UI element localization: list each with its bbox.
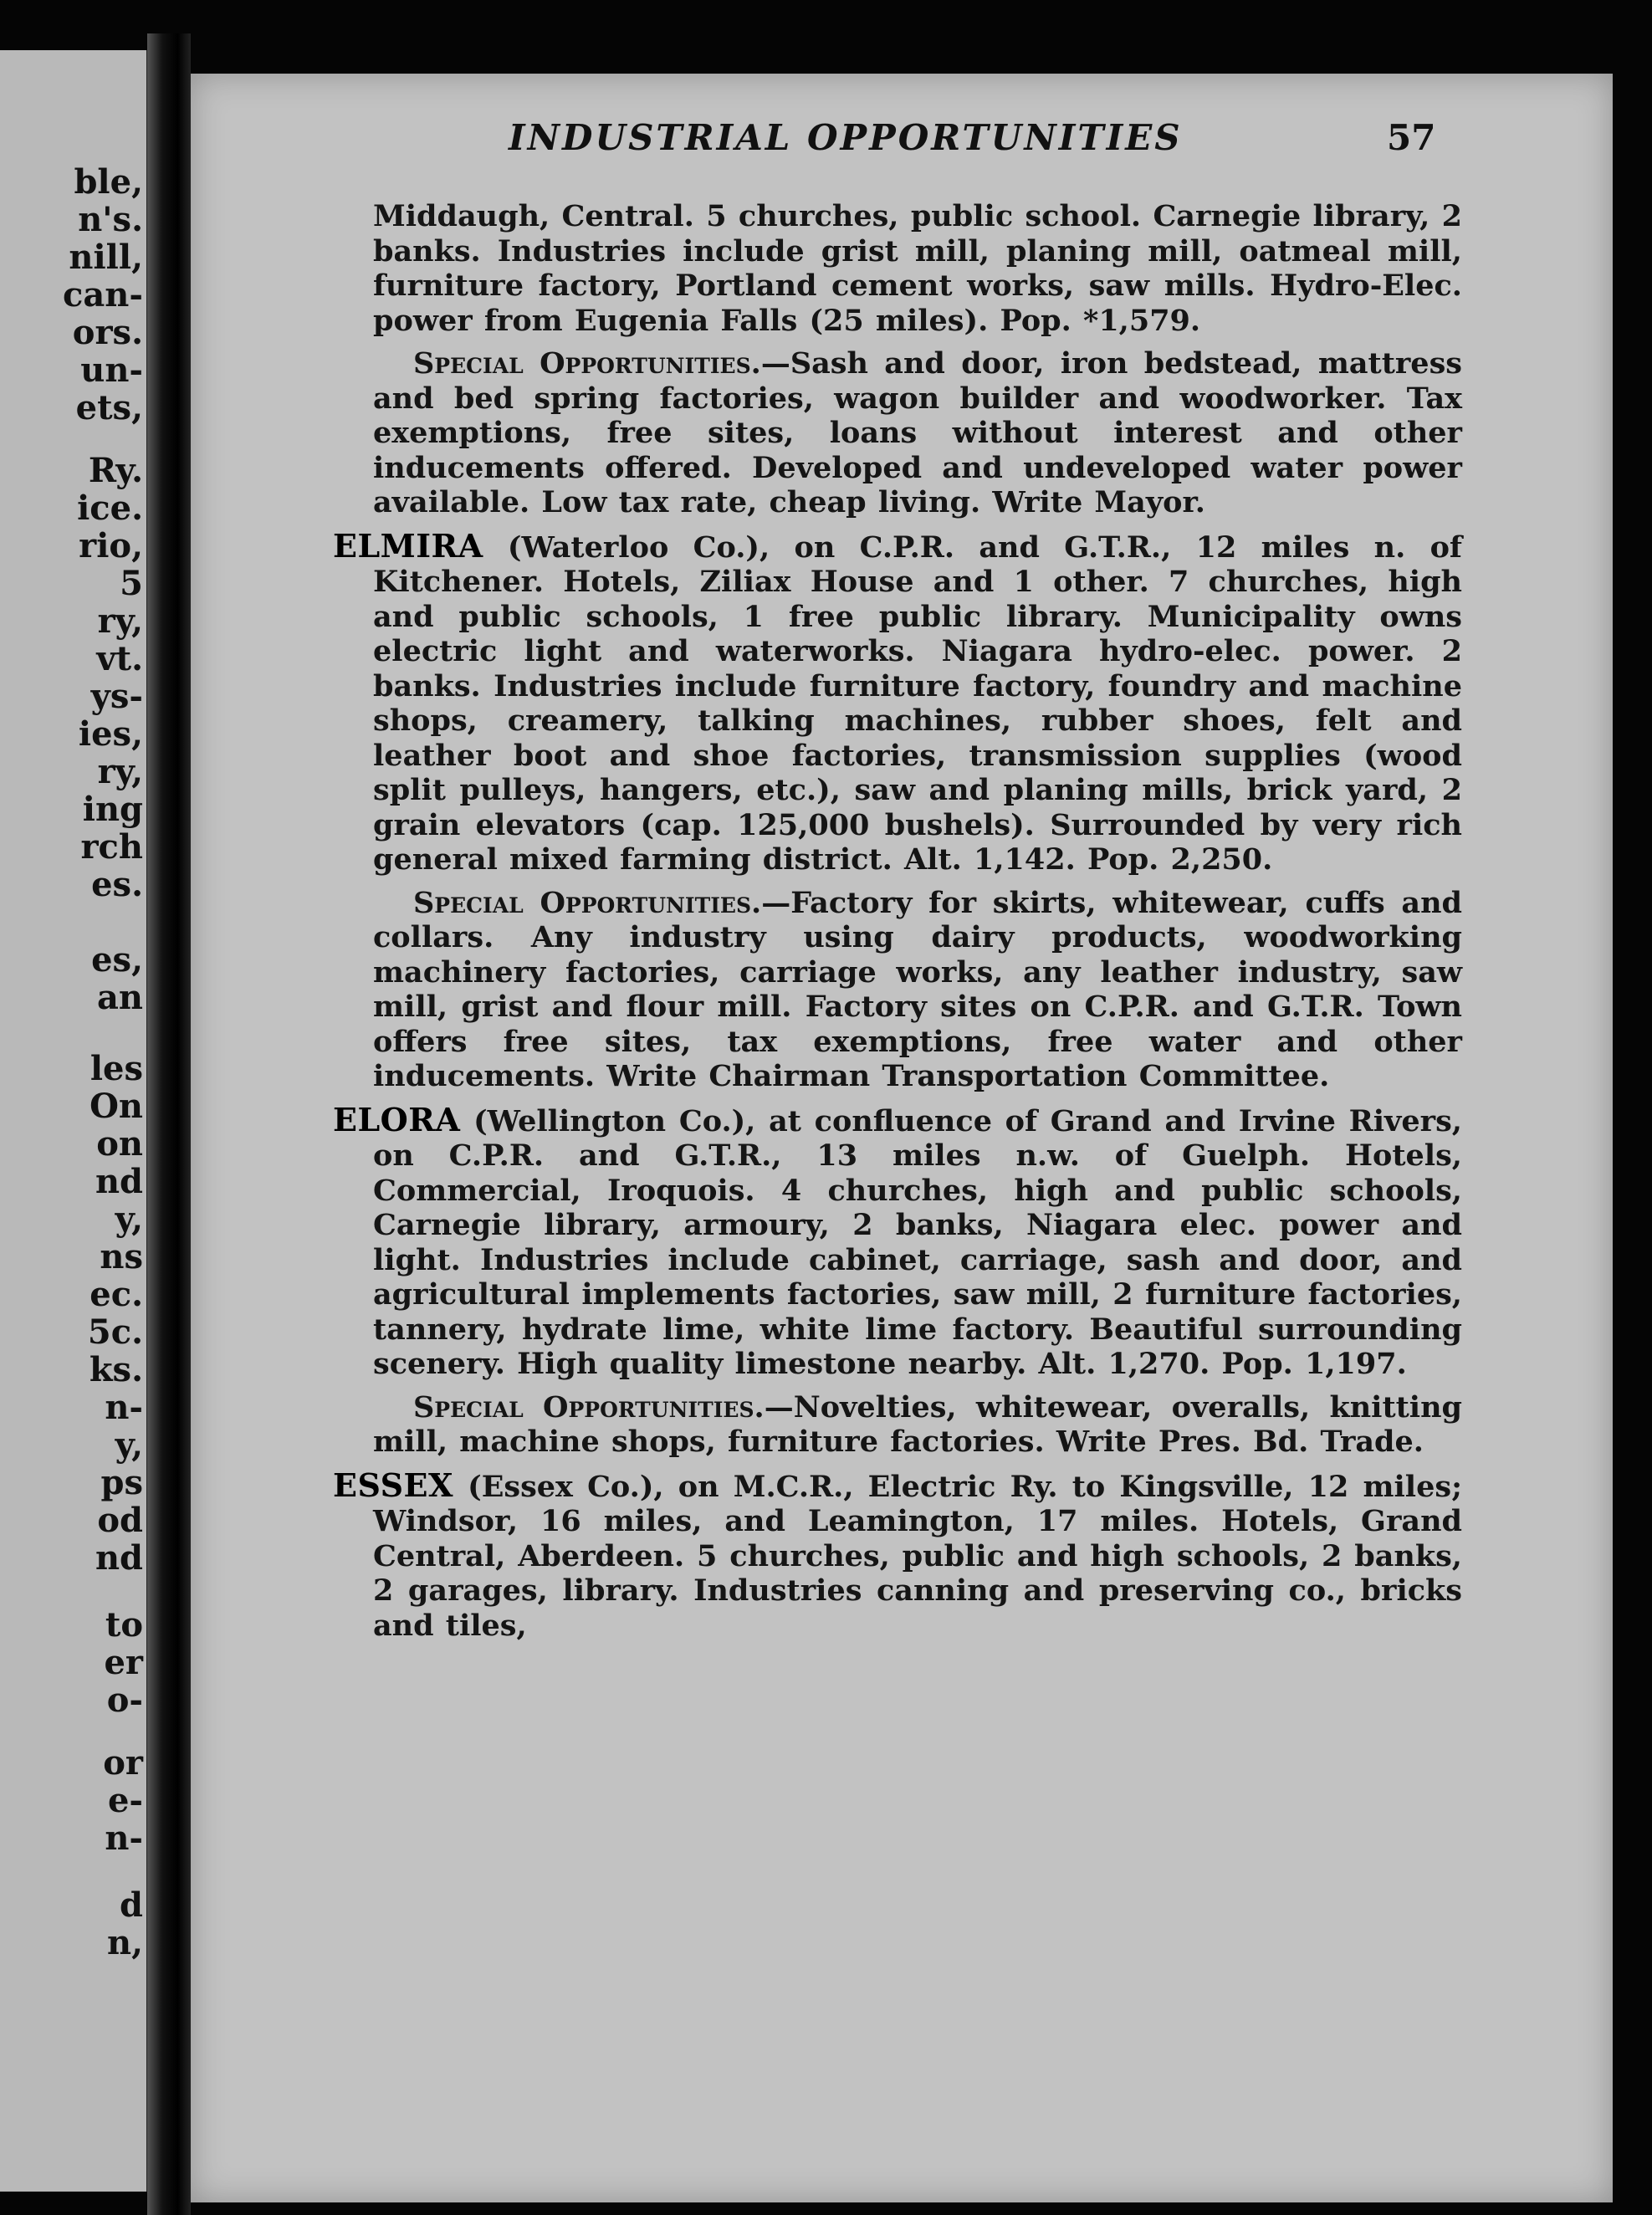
left-page-line-fragment: es. bbox=[91, 865, 143, 904]
left-page-line-fragment: ing bbox=[82, 790, 143, 829]
left-page-line-fragment: vt. bbox=[96, 639, 143, 678]
paragraph-text: —Factory for skirts, whitewear, cuffs and collars. Any industry using dairy products, woodworking machinery factories, carriage works, any leather industry, saw mill, grist and flour mill. Factory sites on C.P.R. and G.T.R. Town offers free sites, tax exemptions, free water and other inducements. Write Chairman Transportation Committee. bbox=[373, 885, 1462, 1093]
town-name: ELMIRA bbox=[333, 526, 483, 565]
left-page-line-fragment: 5c. bbox=[87, 1312, 143, 1352]
left-page-line-fragment: n- bbox=[105, 1819, 143, 1858]
left-page-line-fragment: on bbox=[96, 1124, 143, 1164]
book-page bbox=[191, 74, 1613, 2202]
town-name: ELORA bbox=[333, 1100, 461, 1138]
left-page-line-fragment: to bbox=[105, 1605, 143, 1645]
paragraph-text: —Sash and door, iron bedstead, mattress and bed spring factories, wagon builder and woodworker. Tax exemptions, free sites, loans without interest and other inducements offered. Developed and undeveloped water power available. Low tax rate, cheap living. Write Mayor. bbox=[373, 346, 1462, 519]
left-page-line-fragment: n's. bbox=[78, 200, 143, 239]
left-page-line-fragment: 5 bbox=[120, 564, 143, 603]
town-entry-elora bbox=[333, 1100, 1462, 1382]
special-label: Special Opportunities. bbox=[413, 1389, 765, 1425]
left-page-line-fragment: er bbox=[104, 1643, 143, 1682]
town-entry-essex bbox=[333, 1466, 1462, 1644]
left-page-line-fragment: ors. bbox=[72, 313, 143, 352]
left-page-line-fragment: ble, bbox=[74, 162, 143, 202]
left-page-line-fragment: nd bbox=[95, 1538, 143, 1578]
left-page-line-fragment: y, bbox=[115, 1425, 143, 1465]
left-page-line-fragment: o- bbox=[106, 1680, 143, 1720]
left-page-line-fragment: ry, bbox=[97, 601, 143, 641]
special-opportunities-paragraph bbox=[373, 1390, 1462, 1460]
left-page-line-fragment: ry, bbox=[97, 752, 143, 791]
paragraph-text: —Novelties, whitewear, overalls, knitting mill, machine shops, furniture factories. Write Pres. Bd. Trade. bbox=[373, 1389, 1462, 1459]
left-page-line-fragment: e- bbox=[107, 1781, 143, 1820]
left-page-line-fragment: or bbox=[103, 1743, 143, 1783]
left-page-line-fragment: ns bbox=[100, 1237, 143, 1276]
left-page-line-fragment: rio, bbox=[79, 526, 143, 565]
left-page-fragment bbox=[0, 50, 149, 2192]
paragraph-text: (Essex Co.), on M.C.R., Electric Ry. to Kingsville, 12 miles; Windsor, 16 miles, and Leamington, 17 miles. Hotels, Grand Central, Aberdeen. 5 churches, public and high schools, 2 banks, 2 garages, library. Industries canning and preserving co., bricks and tiles, bbox=[373, 1469, 1462, 1643]
paragraph-text: Middaugh, Central. 5 churches, public school. Carnegie library, 2 banks. Industries include grist mill, planing mill, oatmeal mill, furniture factory, Portland cement works, saw mills. Hydro-Elec. power from Eugenia Falls (25 miles). Pop. *1,579. bbox=[373, 199, 1462, 338]
town-name: ESSEX bbox=[333, 1466, 453, 1504]
body-text bbox=[333, 199, 1462, 1651]
special-label: Special Opportunities. bbox=[413, 346, 761, 381]
left-page-line-fragment: n- bbox=[105, 1388, 143, 1427]
special-opportunities-paragraph bbox=[373, 886, 1462, 1094]
left-page-line-fragment: nill, bbox=[69, 238, 143, 277]
page-header bbox=[191, 117, 1613, 167]
left-page-line-fragment: ice. bbox=[77, 489, 143, 528]
running-head: INDUSTRIAL OPPORTUNITIES bbox=[509, 117, 1183, 158]
left-page-line-fragment: ies, bbox=[78, 714, 143, 754]
left-page-line-fragment: y, bbox=[115, 1200, 143, 1239]
left-page-line-fragment: ets, bbox=[75, 388, 143, 427]
left-page-line-fragment: un- bbox=[80, 350, 143, 390]
left-page-line-fragment: Ry. bbox=[88, 451, 143, 490]
left-page-line-fragment: can- bbox=[63, 275, 143, 315]
special-opportunities-paragraph bbox=[373, 346, 1462, 520]
left-page-line-fragment: ec. bbox=[90, 1275, 143, 1314]
left-page-line-fragment: es, bbox=[91, 940, 143, 980]
special-label: Special Opportunities. bbox=[413, 885, 762, 920]
book-gutter bbox=[147, 33, 191, 2215]
paragraph-text: (Waterloo Co.), on C.P.R. and G.T.R., 12 miles n. of Kitchener. Hotels, Ziliax House and 1 other. 7 churches, high and public schools, 1 free public library. Municipality owns electric light and waterworks. Niagara hydro-elec. power. 2 banks. Industries include furniture factory, foundry and machine shops, creamery, talking machines, rubber shoes, felt and leather boot and shoe factories, transmission supplies (wood split pulleys, hangers, etc.), saw and planing mills, brick yard, 2 grain elevators (cap. 125,000 bushels). Surrounded by very rich general mixed farming district. Alt. 1,142. Pop. 2,250. bbox=[373, 529, 1462, 877]
left-page-line-fragment: od bbox=[97, 1501, 143, 1540]
left-page-line-fragment: nd bbox=[95, 1162, 143, 1201]
left-page-line-fragment: ks. bbox=[89, 1350, 143, 1389]
continuation-paragraph bbox=[373, 199, 1462, 338]
left-page-line-fragment: ps bbox=[100, 1463, 143, 1502]
left-page-line-fragment: d bbox=[120, 1885, 143, 1925]
left-page-line-fragment: On bbox=[90, 1087, 143, 1126]
left-page-line-fragment: an bbox=[97, 978, 143, 1017]
left-page-line-fragment: ys- bbox=[90, 677, 143, 716]
paragraph-text: (Wellington Co.), at confluence of Grand and Irvine Rivers, on C.P.R. and G.T.R., 13 miles n.w. of Guelph. Hotels, Commercial, Iroquois. 4 churches, high and public schools, Carnegie library, armoury, 2 banks, Niagara elec. power and light. Industries include cabinet, carriage, sash and door, and agricultural implements factories, saw mill, 2 furniture factories, tannery, hydrate lime, white lime factory. Beautiful surrounding scenery. High quality limestone nearby. Alt. 1,270. Pop. 1,197. bbox=[373, 1103, 1462, 1381]
left-page-line-fragment: rch bbox=[80, 827, 143, 867]
left-page-line-fragment: les bbox=[90, 1049, 143, 1088]
town-entry-elmira bbox=[333, 526, 1462, 877]
page-number: 57 bbox=[1387, 117, 1436, 158]
left-page-line-fragment: n, bbox=[106, 1923, 143, 1962]
